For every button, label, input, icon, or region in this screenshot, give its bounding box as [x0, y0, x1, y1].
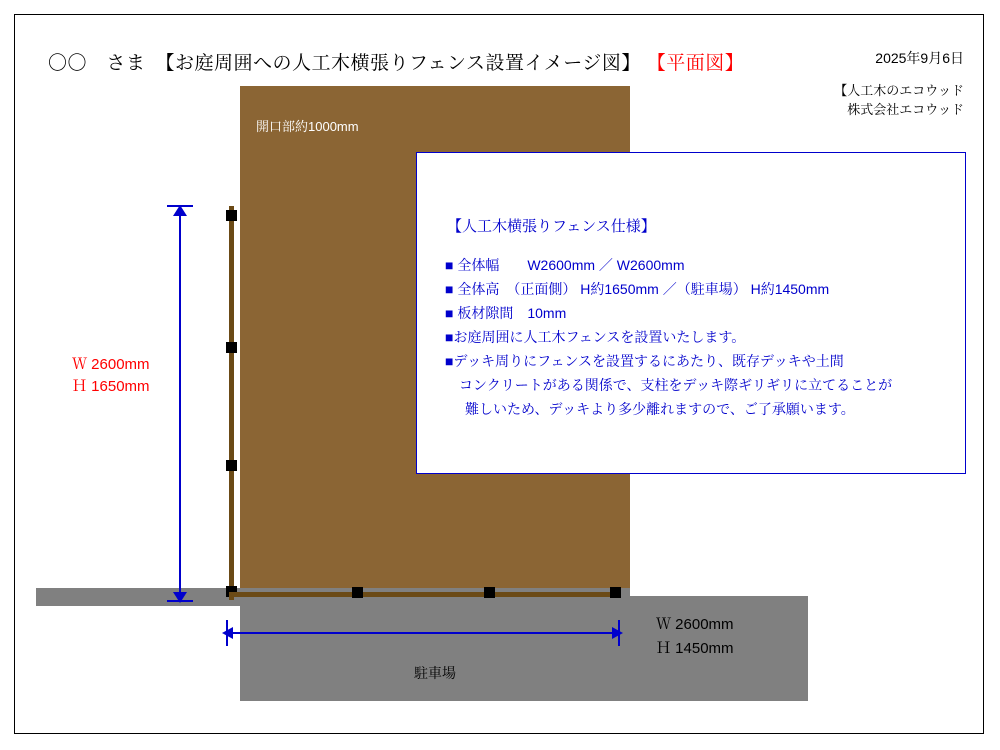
spec-item: ■ 全体高 （正面側） H約1650mm ／（駐車場） H約1450mm — [445, 281, 830, 297]
page-title-plan-badge: 【平面図】 — [646, 53, 745, 74]
arrow-down-icon — [173, 592, 187, 603]
spec-note-line: 難しいため、デッキより多少離れますので、ご了承願います。 — [465, 401, 855, 417]
spec-callout-box — [416, 152, 966, 474]
dimension-bottom-height: Ｈ 1450mm — [656, 640, 734, 657]
spec-note-line: ■デッキ周りにフェンスを設置するにあたり、既存デッキや土間 — [445, 353, 844, 369]
spec-item: ■ 板材隙間 10mm — [445, 305, 567, 321]
spec-note-line: コンクリートがある関係で、支柱をデッキ際ギリギリに立てることが — [459, 377, 893, 393]
parking-label: 駐車場 — [414, 665, 456, 681]
spec-title: 【人工木横張りフェンス仕様】 — [447, 218, 656, 235]
dimension-line-vertical — [179, 208, 181, 600]
page-title-main: 〇〇 さま 【お庭周囲への人工木横張りフェンス設置イメージ図】 — [48, 53, 641, 74]
page-title — [48, 48, 744, 75]
fence-run-horizontal — [229, 592, 621, 597]
dimension-line-horizontal — [226, 632, 618, 634]
fence-post — [226, 342, 237, 353]
opening-width-label: 開口部約1000mm — [256, 119, 359, 134]
dimension-bottom-width: Ｗ 2600mm — [656, 616, 734, 633]
company-name-label: 株式会社エコウッド — [847, 102, 964, 117]
fence-post — [484, 587, 495, 598]
arrow-up-icon — [173, 205, 187, 216]
dimension-left-width: Ｗ 2600mm — [72, 356, 150, 373]
spec-item: ■ 全体幅 W2600mm ／ W2600mm — [445, 257, 685, 273]
spec-item: ■お庭周囲に人工木フェンスを設置いたします。 — [445, 329, 746, 345]
fence-post — [610, 587, 621, 598]
fence-post — [352, 587, 363, 598]
fence-post — [226, 460, 237, 471]
spec-note — [445, 349, 950, 421]
dimension-label-bottom — [656, 613, 734, 661]
spec-item-list — [445, 253, 955, 349]
arrow-right-icon — [612, 627, 623, 639]
fence-post — [226, 210, 237, 221]
dimension-label-left — [72, 354, 150, 398]
company-brand-label: 【人工木のエコウッド — [834, 83, 964, 98]
dimension-left-height: Ｈ 1650mm — [72, 378, 150, 395]
arrow-left-icon — [222, 627, 233, 639]
date-label: 2025年9月6日 — [875, 50, 964, 66]
fence-run-vertical — [229, 206, 234, 600]
